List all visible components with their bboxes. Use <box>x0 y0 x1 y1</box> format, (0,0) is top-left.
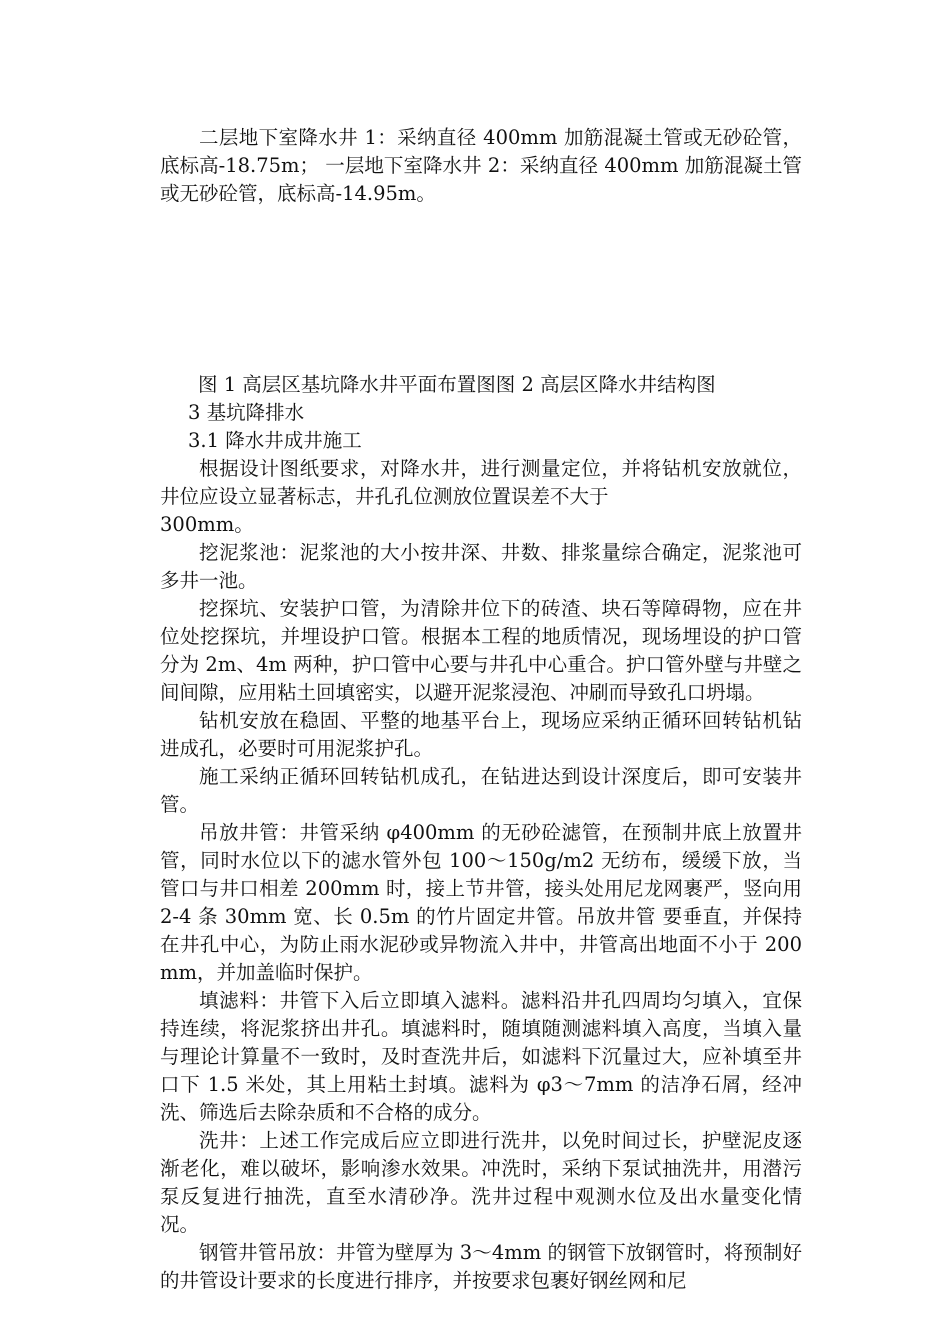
intro-paragraph: 二层地下室降水井 1：采纳直径 400mm 加筋混凝土管或无砂砼管，底标高-18.75m； 一层地下室降水井 2：采纳直径 400mm 加筋混凝土管或无砂砼管，底标高-14.95m。 <box>160 126 802 205</box>
paragraph-positioning: 根据设计图纸要求，对降水井，进行测量定位，并将钻机安放就位，井位应设立显著标志，井孔孔位测放位置误差不大于 <box>160 457 802 508</box>
paragraph-mud-pool: 挖泥浆池：泥浆池的大小按井深、井数、排浆量综合确定，泥浆池可多井一池。 <box>160 541 802 592</box>
intro-section <box>160 124 802 208</box>
paragraph-washing: 洗井：上述工作完成后应立即进行洗井，以免时间过长，护壁泥皮逐渐老化，难以破坏，影响渗水效果。冲洗时，采纳下泵试抽洗井，用潜污泵反复进行抽洗，直至水清砂净。洗井过程中观测水位及出水量变化情况。 <box>160 1129 802 1236</box>
section-heading: 3 基坑降排水 <box>188 401 305 424</box>
paragraph-filter: 填滤料：井管下入后立即填入滤料。滤料沿井孔四周均匀填入，宜保持连续，将泥浆挤出井孔。填滤料时，随填随测滤料填入高度，当填入量与理论计算量不一致时，及时查洗井后，如滤料下沉量过大，应补填至井口下 1.5 米处，其上用粘土封填。滤料为 φ3～7mm 的洁净石屑，经冲洗、筛选后去除杂质和不合格的成分。 <box>160 989 802 1124</box>
paragraph-drilling: 施工采纳正循环回转钻机成孔，在钻进达到设计深度后，即可安装井管。 <box>160 765 802 816</box>
paragraph-drilling-rig: 钻机安放在稳固、平整的地基平台上，现场应采纳正循环回转钻机钻进成孔，必要时可用泥浆护孔。 <box>160 709 802 760</box>
figure-caption: 图 1 高层区基坑降水井平面布置图图 2 高层区降水井结构图 <box>198 373 716 396</box>
paragraph-steel-pipe: 钢管井管吊放：井管为壁厚为 3～4mm 的钢管下放钢管时，将预制好的井管设计要求的长度进行排序，并按要求包裹好钢丝网和尼 <box>160 1241 802 1292</box>
main-section <box>160 371 809 1295</box>
paragraph-well-pipe: 吊放井管：井管采纳 φ400mm 的无砂砼滤管，在预制井底上放置井管，同时水位以下的滤水管外包 100～150g/m2 无纺布，缓缓下放，当管口与井口相差 200mm 时，接上节井管，接头处用尼龙网裹严，竖向用 2-4 条 30mm 宽、长 0.5m 的竹片固定井管。吊放井管 要垂直，并保持在井孔中心，为防止雨水泥砂或异物流入井中，井管高出地面不小于 200mm，并加盖临时保护。 <box>160 821 809 984</box>
paragraph-casing: 挖探坑、安装护口管，为清除井位下的砖渣、块石等障碍物，应在井位处挖探坑，并埋设护口管。根据本工程的地质情况，现场埋设的护口管分为 2m、4m 两种，护口管中心要与井孔中心重合。护口管外壁与井壁之间间隙，应用粘土回填密实，以避开泥浆浸泡、冲刷而导致孔口坍塌。 <box>160 597 802 704</box>
paragraph-positioning-tail: 300mm。 <box>160 513 254 536</box>
subsection-heading: 3.1 降水井成井施工 <box>188 429 362 452</box>
